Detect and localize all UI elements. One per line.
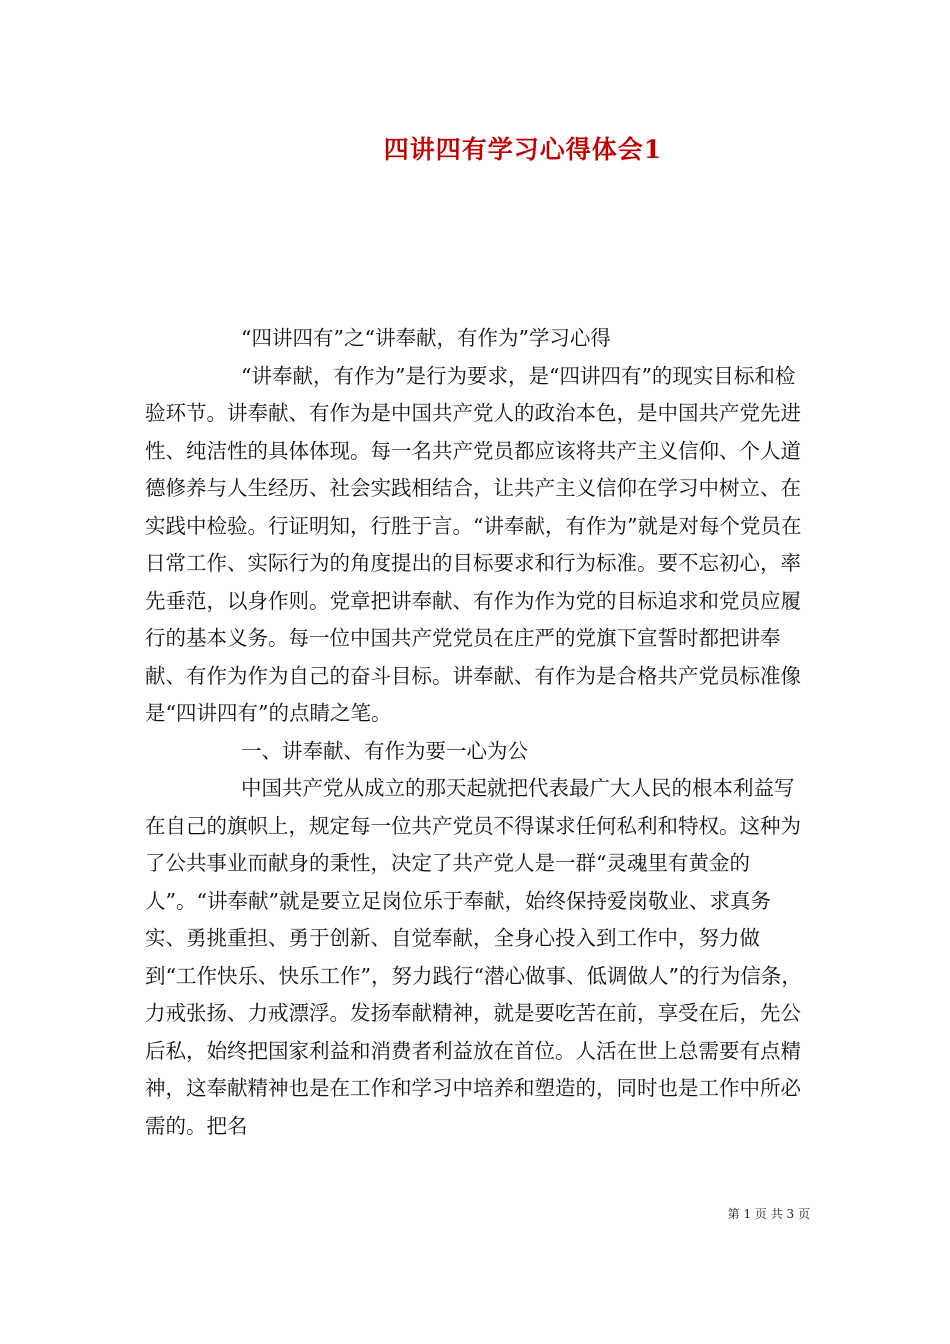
- document-body: [145, 320, 810, 1145]
- document-title: 四讲四有学习心得体会1: [383, 135, 663, 164]
- section-heading-1: 一、讲奉献、有作为要一心为公: [241, 738, 528, 763]
- page-footer: 第 1 页 共 3 页: [727, 1207, 810, 1221]
- document-subtitle: “四讲四有”之“讲奉献，有作为”学习心得: [241, 326, 611, 350]
- paragraph-1: “讲奉献，有作为”是行为要求，是“四讲四有”的现实目标和检验环节。讲奉献、有作为是中国共产党人的政治本色，是中国共产党先进性、纯洁性的具体体现。每一名共产党员都应该将共产主义信仰、个人道德修养与人生经历、社会实践相结合，让共产主义信仰在学习中树立、在实践中检验。行证明知，行胜于言。“讲奉献，有作为”就是对每个党员在日常工作、实际行为的角度提出的目标要求和行为标准。要不忘初心，率先垂范，以身作则。党章把讲奉献、有作为作为党的目标追求和党员应履行的基本义务。每一位中国共产党党员在庄严的党旗下宣誓时都把讲奉献、有作为作为自己的奋斗目标。讲奉献、有作为是合格共产党员标准像是“四讲四有”的点睛之笔。: [145, 363, 802, 725]
- paragraph-2: 中国共产党从成立的那天起就把代表最广大人民的根本利益写在自己的旗帜上，规定每一位共产党员不得谋求任何私利和特权。这种为了公共事业而献身的秉性，决定了共产党人是一群“灵魂里有黄金的人”。“讲奉献”就是要立足岗位乐于奉献，始终保持爱岗敬业、求真务实、勇挑重担、勇于创新、自觉奉献，全身心投入到工作中，努力做到“工作快乐、快乐工作”，努力践行“潜心做事、低调做人”的行为信条，力戒张扬、力戒漂浮。发扬奉献精神，就是要吃苦在前，享受在后，先公后私，始终把国家利益和消费者利益放在首位。人活在世上总需要有点精神，这奉献精神也是在工作和学习中培养和塑造的，同时也是工作中所必需的。把名: [145, 776, 802, 1138]
